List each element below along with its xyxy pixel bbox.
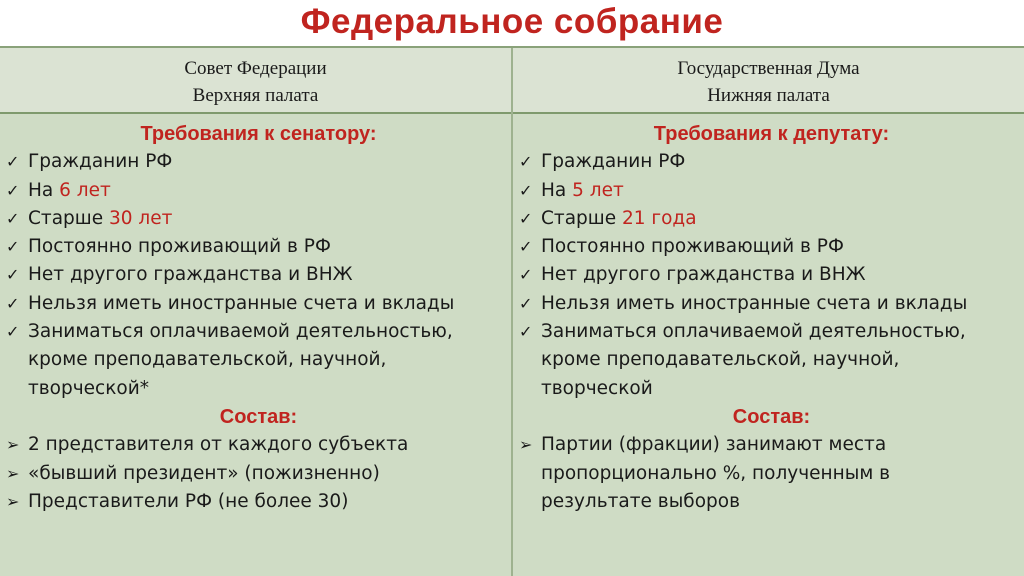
list-item: ✓ Нельзя иметь иностранные счета и вклады [519, 290, 1024, 318]
list-item-continuation: творческой* [28, 377, 149, 399]
list-item: ✓ Заниматься оплачиваемой деятельностью, [6, 318, 511, 346]
arrow-icon: ➢ [6, 435, 20, 455]
list-item: ✓ Нет другого гражданства и ВНЖ [6, 261, 511, 289]
check-icon: ✓ [519, 152, 533, 172]
list-item: ✓ Постоянно проживающий в РФ [6, 233, 511, 261]
list-item: ✓ На 5 лет [519, 177, 1024, 205]
list-item: ✓ Гражданин РФ [519, 148, 1024, 176]
arrow-icon: ➢ [6, 491, 20, 511]
check-icon: ✓ [6, 237, 20, 257]
check-icon: ✓ [519, 293, 533, 313]
age-value: 30 лет [108, 207, 173, 229]
term-value: 6 лет [59, 179, 111, 201]
arrow-icon: ➢ [6, 463, 20, 483]
header-subtitle: Нижняя палата [707, 85, 830, 106]
composition-title: Состав: [732, 405, 811, 428]
age-value: 21 года [621, 207, 697, 229]
header-subtitle: Верхняя палата [192, 85, 319, 106]
list-item-continuation: результате выборов [541, 490, 740, 512]
header-name: Государственная Дума [677, 58, 860, 79]
list-item: ✓ Нельзя иметь иностранные счета и вклады [6, 290, 511, 318]
list-item: ➢ Представители РФ (не более 30) [6, 488, 511, 516]
slide-title: Федеральное собрание [300, 2, 724, 41]
list-item: ✓ Нет другого гражданства и ВНЖ [519, 261, 1024, 289]
list-item-continuation: творческой [541, 377, 653, 399]
check-icon: ✓ [519, 208, 533, 228]
list-item-continuation: кроме преподавательской, научной, [28, 349, 387, 371]
requirements-title: Требования к депутату: [653, 123, 890, 145]
check-icon: ✓ [6, 180, 20, 200]
check-icon: ✓ [6, 322, 20, 342]
check-icon: ✓ [519, 265, 533, 285]
column-federation-council [0, 48, 511, 576]
requirements-title: Требования к сенатору: [140, 123, 377, 145]
check-icon: ✓ [6, 293, 20, 313]
check-icon: ✓ [6, 152, 20, 172]
check-icon: ✓ [519, 237, 533, 257]
column-body-left [0, 114, 511, 576]
column-header-right [513, 48, 1024, 114]
check-icon: ✓ [519, 322, 533, 342]
comparison-table [0, 46, 1024, 576]
check-icon: ✓ [519, 180, 533, 200]
header-name: Совет Федерации [184, 58, 327, 79]
check-icon: ✓ [6, 265, 20, 285]
check-icon: ✓ [6, 208, 20, 228]
list-item-continuation: пропорционально %, полученным в [541, 462, 891, 484]
arrow-icon: ➢ [519, 435, 533, 455]
list-item: ✓ Старше 21 года [519, 205, 1024, 233]
list-item: ✓ Заниматься оплачиваемой деятельностью, [519, 318, 1024, 346]
list-item: ➢ 2 представителя от каждого субъекта [6, 431, 511, 459]
list-item-continuation: кроме преподавательской, научной, [541, 349, 900, 371]
list-item: ✓ Постоянно проживающий в РФ [519, 233, 1024, 261]
list-item: ➢ «бывший президент» (пожизненно) [6, 460, 511, 488]
list-item: ✓ Гражданин РФ [6, 148, 511, 176]
composition-title: Состав: [219, 405, 298, 428]
term-value: 5 лет [572, 179, 624, 201]
list-item: ✓ На 6 лет [6, 177, 511, 205]
column-state-duma [513, 48, 1024, 576]
column-header-left [0, 48, 511, 114]
list-item: ✓ Старше 30 лет [6, 205, 511, 233]
list-item: ➢ Партии (фракции) занимают места [519, 431, 1024, 459]
column-body-right [513, 114, 1024, 576]
